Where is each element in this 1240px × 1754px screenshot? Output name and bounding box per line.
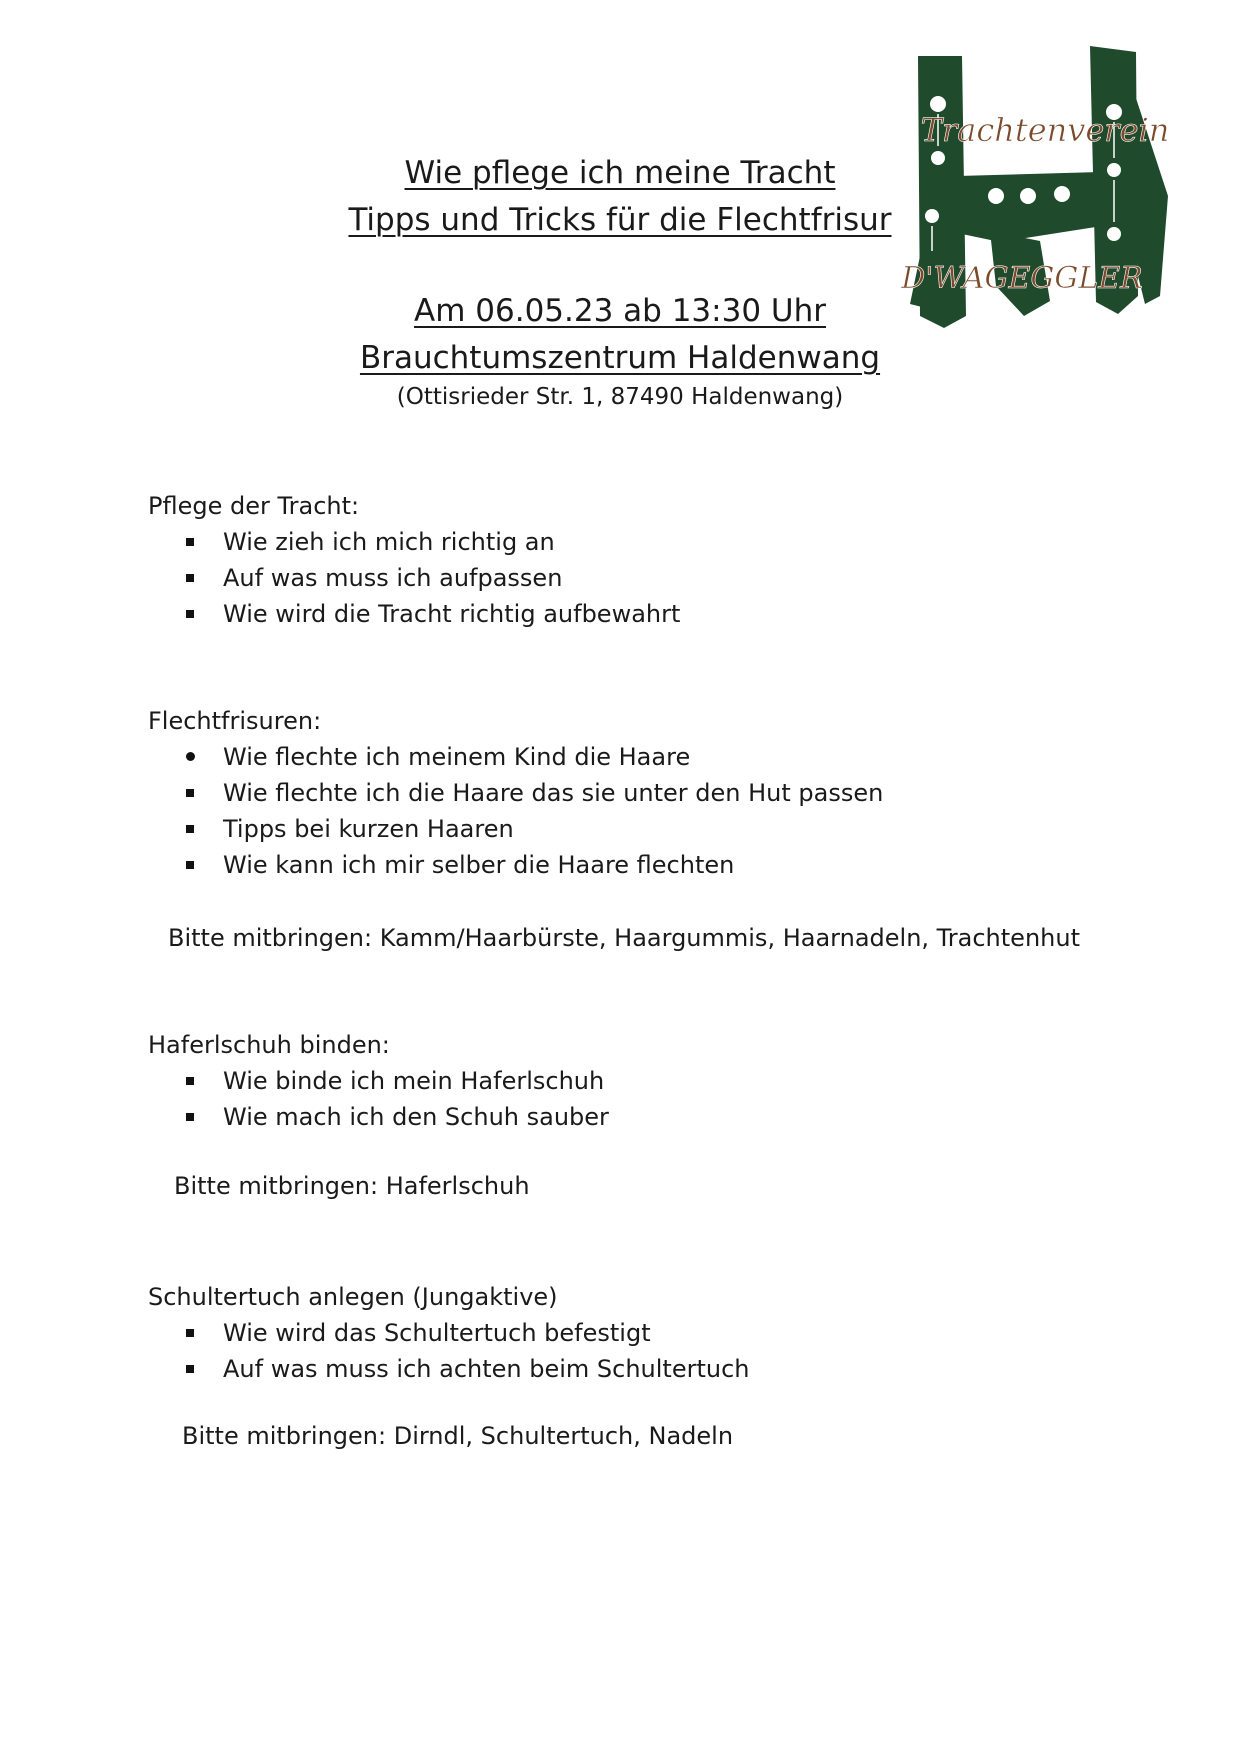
square-bullet-icon [186, 610, 194, 618]
bring-along-note: Bitte mitbringen: Kamm/Haarbürste, Haargummis, Haarnadeln, Trachtenhut [168, 924, 1080, 952]
section-schultertuch [148, 1279, 750, 1387]
item-list [148, 1315, 750, 1387]
event-address: (Ottisrieder Str. 1, 87490 Haldenwang) [396, 384, 844, 410]
item-list [148, 739, 883, 883]
list-item: Wie wird die Tracht richtig aufbewahrt [148, 596, 680, 632]
logo-top-text: Trachtenverein [920, 111, 1170, 149]
bring-along-note: Bitte mitbringen: Haferlschuh [174, 1172, 530, 1200]
square-bullet-icon [186, 538, 194, 546]
section-title: Pflege der Tracht: [148, 492, 360, 520]
event-title: Wie pflege ich meine Tracht [404, 155, 836, 191]
event-date: Am 06.05.23 ab 13:30 Uhr [414, 293, 826, 329]
list-item: Wie zieh ich mich richtig an [148, 524, 680, 560]
list-item: Wie flechte ich meinem Kind die Haare [148, 739, 883, 775]
event-header [300, 150, 940, 414]
list-item: Tipps bei kurzen Haaren [148, 811, 883, 847]
square-bullet-icon [186, 789, 194, 797]
section-pflege [148, 488, 680, 632]
event-subtitle: Tipps und Tricks für die Flechtfrisur [348, 202, 892, 238]
list-item: Wie kann ich mir selber die Haare flechten [148, 847, 883, 883]
item-list [148, 1063, 609, 1135]
square-bullet-icon [186, 1077, 194, 1085]
section-title: Schultertuch anlegen (Jungaktive) [148, 1283, 558, 1311]
list-item: Wie wird das Schultertuch befestigt [148, 1315, 750, 1351]
lederhosen-suspenders-logo [900, 46, 1190, 351]
bring-along-note: Bitte mitbringen: Dirndl, Schultertuch, Nadeln [182, 1422, 734, 1450]
section-title: Flechtfrisuren: [148, 707, 322, 735]
round-bullet-icon [186, 752, 195, 761]
list-item: Auf was muss ich aufpassen [148, 560, 680, 596]
square-bullet-icon [186, 1329, 194, 1337]
list-item: Wie binde ich mein Haferlschuh [148, 1063, 609, 1099]
square-bullet-icon [186, 825, 194, 833]
section-title: Haferlschuh binden: [148, 1031, 390, 1059]
list-item: Wie flechte ich die Haare das sie unter den Hut passen [148, 775, 883, 811]
event-venue: Brauchtumszentrum Haldenwang [359, 340, 881, 376]
square-bullet-icon [186, 861, 194, 869]
list-item: Wie mach ich den Schuh sauber [148, 1099, 609, 1135]
item-list [148, 524, 680, 632]
logo-bottom-text: D'WAGEGGLER [901, 261, 1143, 296]
section-haferlschuh [148, 1027, 609, 1135]
club-logo [900, 46, 1190, 351]
square-bullet-icon [186, 1365, 194, 1373]
list-item: Auf was muss ich achten beim Schultertuch [148, 1351, 750, 1387]
section-flechtfrisuren [148, 703, 883, 883]
square-bullet-icon [186, 574, 194, 582]
square-bullet-icon [186, 1113, 194, 1121]
